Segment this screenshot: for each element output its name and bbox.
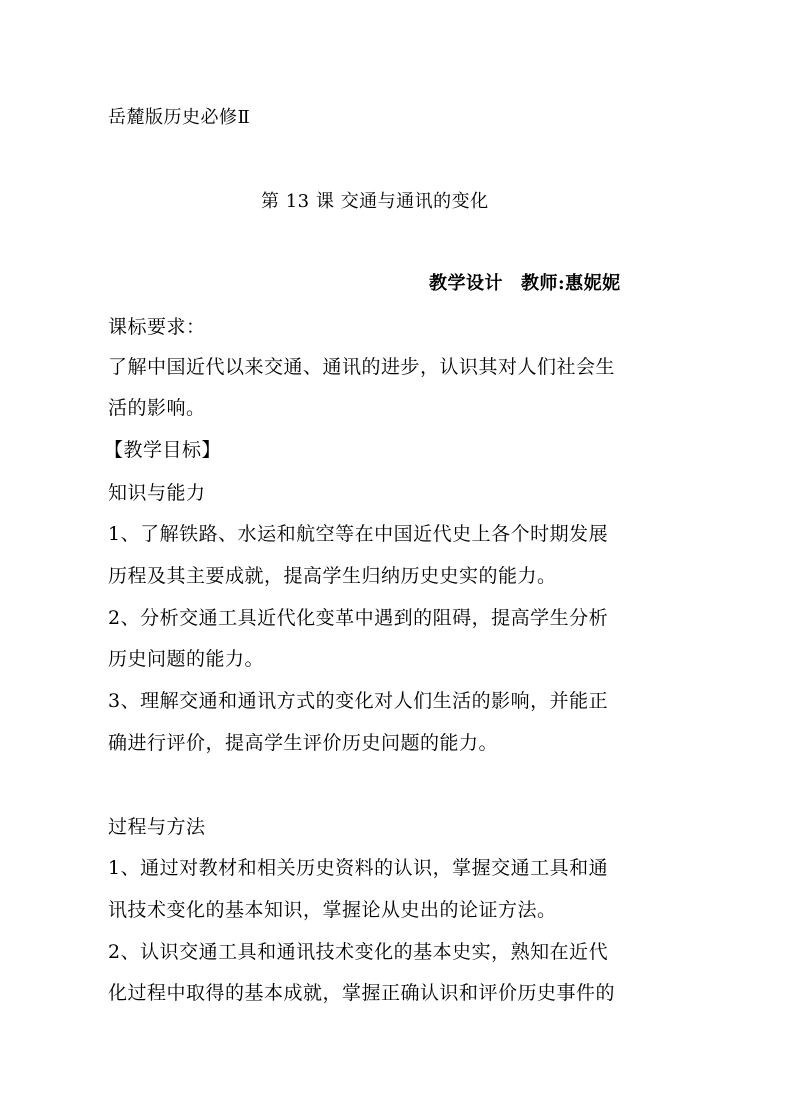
lesson-title: 第 13 课 交通与通讯的变化 bbox=[261, 191, 489, 212]
knowledge-line: 历史问题的能力。 bbox=[108, 648, 265, 670]
teaching-design-label: 教学设计 bbox=[429, 273, 503, 294]
process-heading: 过程与方法 bbox=[108, 816, 206, 838]
process-line: 1、通过对教材和相关历史资料的认识，掌握交通工具和通 bbox=[108, 857, 609, 879]
knowledge-line: 3、理解交通和通讯方式的变化对人们生活的影响，并能正 bbox=[108, 690, 609, 712]
series-title: 岳麓版历史必修Ⅱ bbox=[108, 107, 251, 128]
teacher-line bbox=[429, 272, 621, 296]
knowledge-line: 2、分析交通工具近代化变革中遇到的阻碍，提高学生分析 bbox=[108, 607, 609, 629]
curriculum-text-line: 了解中国近代以来交通、通讯的进步，认识其对人们社会生 bbox=[108, 356, 616, 378]
curriculum-text-line: 活的影响。 bbox=[108, 397, 206, 419]
objectives-heading: 【教学目标】 bbox=[104, 439, 222, 461]
knowledge-line: 历程及其主要成就，提高学生归纳历史史实的能力。 bbox=[108, 565, 557, 587]
knowledge-heading: 知识与能力 bbox=[108, 482, 206, 504]
teacher-name: 教师:惠妮妮 bbox=[521, 273, 621, 294]
process-line: 讯技术变化的基本知识，掌握论从史出的论证方法。 bbox=[108, 899, 557, 921]
curriculum-heading: 课标要求： bbox=[108, 316, 206, 338]
knowledge-line: 确进行评价，提高学生评价历史问题的能力。 bbox=[108, 732, 499, 754]
process-line: 2、认识交通工具和通讯技术变化的基本史实，熟知在近代 bbox=[108, 941, 609, 963]
knowledge-line: 1、了解铁路、水运和航空等在中国近代史上各个时期发展 bbox=[108, 523, 609, 545]
process-line: 化过程中取得的基本成就，掌握正确认识和评价历史事件的 bbox=[108, 982, 616, 1004]
